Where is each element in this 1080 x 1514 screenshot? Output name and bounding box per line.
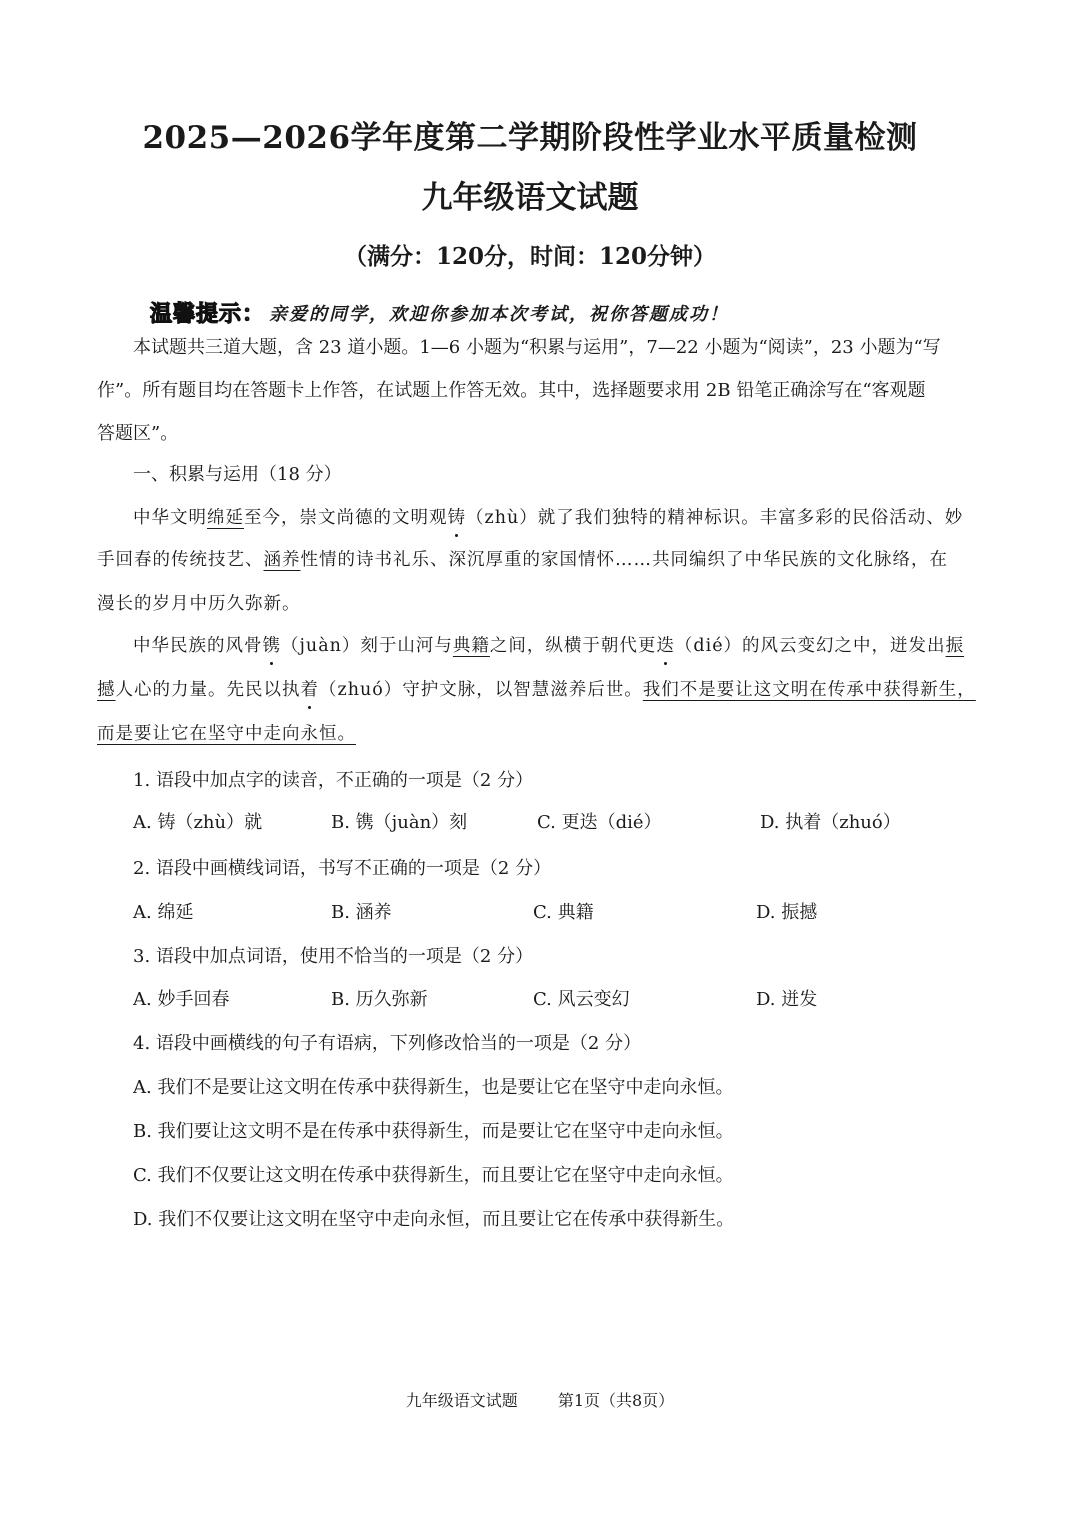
dotted-char: 着 [301,676,320,701]
passage-line: 漫长的岁月中历久弥新。 [97,594,301,614]
question-2-option-a: A. 绵延 [133,902,194,923]
question-3-option-d: D. 迸发 [756,989,818,1010]
passage-text: 中华民族的风骨 [133,636,263,656]
passage-line [133,504,963,529]
question-1-stem: 1. 语段中加点字的读音，不正确的一项是（2 分） [133,770,534,791]
underlined-word: 振 [945,636,965,656]
dotted-char: 镌 [263,632,282,657]
question-1-option-c: C. 更迭（dié） [537,812,662,833]
question-4-option-a: A. 我们不是要让这文明在传承中获得新生，也是要让它在坚守中走向永恒。 [133,1077,734,1098]
underlined-word: 绵延 [207,508,244,528]
warm-tip [150,297,729,328]
underlined-word: 撼 [97,680,116,700]
passage-text: 之间，纵横于朝代更 [489,636,657,656]
passage-text: （juàn）刻于山河与 [281,636,453,656]
question-2-stem: 2. 语段中画横线词语，书写不正确的一项是（2 分） [133,858,552,879]
question-3-option-a: A. 妙手回春 [133,989,230,1010]
question-3-option-b: B. 历久弥新 [331,989,428,1010]
exam-title: 2025—2026学年度第二学期阶段性学业水平质量检测 [142,120,918,156]
passage-text: 至今，崇文尚德的文明观 [244,508,448,528]
question-1-option-a: A. 铸（zhù）就 [133,812,263,833]
question-4-option-b: B. 我们要让这文明不是在传承中获得新生，而是要让它在坚守中走向永恒。 [133,1121,734,1142]
question-3-stem: 3. 语段中加点词语，使用不恰当的一项是（2 分） [133,946,534,967]
footer-page-number: 第1页（共8页） [557,1391,675,1410]
footer-subject: 九年级语文试题 [405,1391,518,1410]
passage-line [97,720,356,745]
question-4-stem: 4. 语段中画横线的句子有语病，下列修改恰当的一项是（2 分） [133,1033,642,1054]
question-2-option-b: B. 涵养 [331,902,392,923]
question-1-option-b: B. 镌（juàn）刻 [331,812,468,833]
underlined-sentence: 而是要让它在坚守中走向永恒。 [97,724,356,744]
passage-text: 人心的力量。先民以执 [115,680,301,700]
passage-line [97,546,948,571]
question-1-option-d: D. 执着（zhuó） [760,812,901,833]
passage-text: （zhuó）守护文脉，以智慧滋养后世。 [319,680,643,700]
question-2-option-d: D. 振撼 [756,902,818,923]
page-footer [0,1388,1080,1411]
passage-text: 性情的诗书礼乐、深沉厚重的家国情怀……共同编织了中华民族的文化脉络，在 [300,550,948,570]
passage-line [97,676,976,701]
passage-text: 手回春的传统技艺、 [97,550,264,570]
passage-text: （dié）的风云变幻之中，迸发出 [674,636,946,656]
underlined-word: 涵养 [263,550,301,570]
instructions-line-3: 答题区”。 [97,423,179,444]
tip-label: 温馨提示： [150,302,266,327]
exam-meta: （满分：120分，时间：120分钟） [343,243,717,270]
dotted-char: 迭 [656,632,675,657]
passage-text: （zhù）就了我们独特的精神标识。丰富多彩的民俗活动、妙 [466,508,964,528]
passage-line [133,632,964,657]
tip-text: 亲爱的同学，欢迎你参加本次考试，祝你答题成功！ [269,303,730,325]
dotted-char: 铸 [448,504,467,529]
question-4-option-d: D. 我们不仅要让这文明在坚守中走向永恒，而且要让它在传承中获得新生。 [133,1209,735,1230]
section-heading: 一、积累与运用（18 分） [133,464,342,485]
passage-text: 中华文明 [133,508,207,528]
underlined-sentence: 我们不是要让这文明在传承中获得新生， [642,680,976,700]
question-4-option-c: C. 我们不仅要让这文明在传承中获得新生，而且要让它在坚守中走向永恒。 [133,1165,734,1186]
instructions-line-2: 作”。所有题目均在答题卡上作答，在试题上作答无效。其中，选择题要求用 2B 铅笔正确涂写在“客观题 [97,380,926,401]
question-3-option-c: C. 风云变幻 [533,989,630,1010]
question-2-option-c: C. 典籍 [533,902,594,923]
underlined-word: 典籍 [452,636,490,656]
exam-subtitle: 九年级语文试题 [421,180,639,216]
instructions-line-1: 本试题共三道大题，含 23 道小题。1—6 小题为“积累与运用”，7—22 小题为“阅读”，23 小题为“写 [133,337,941,358]
